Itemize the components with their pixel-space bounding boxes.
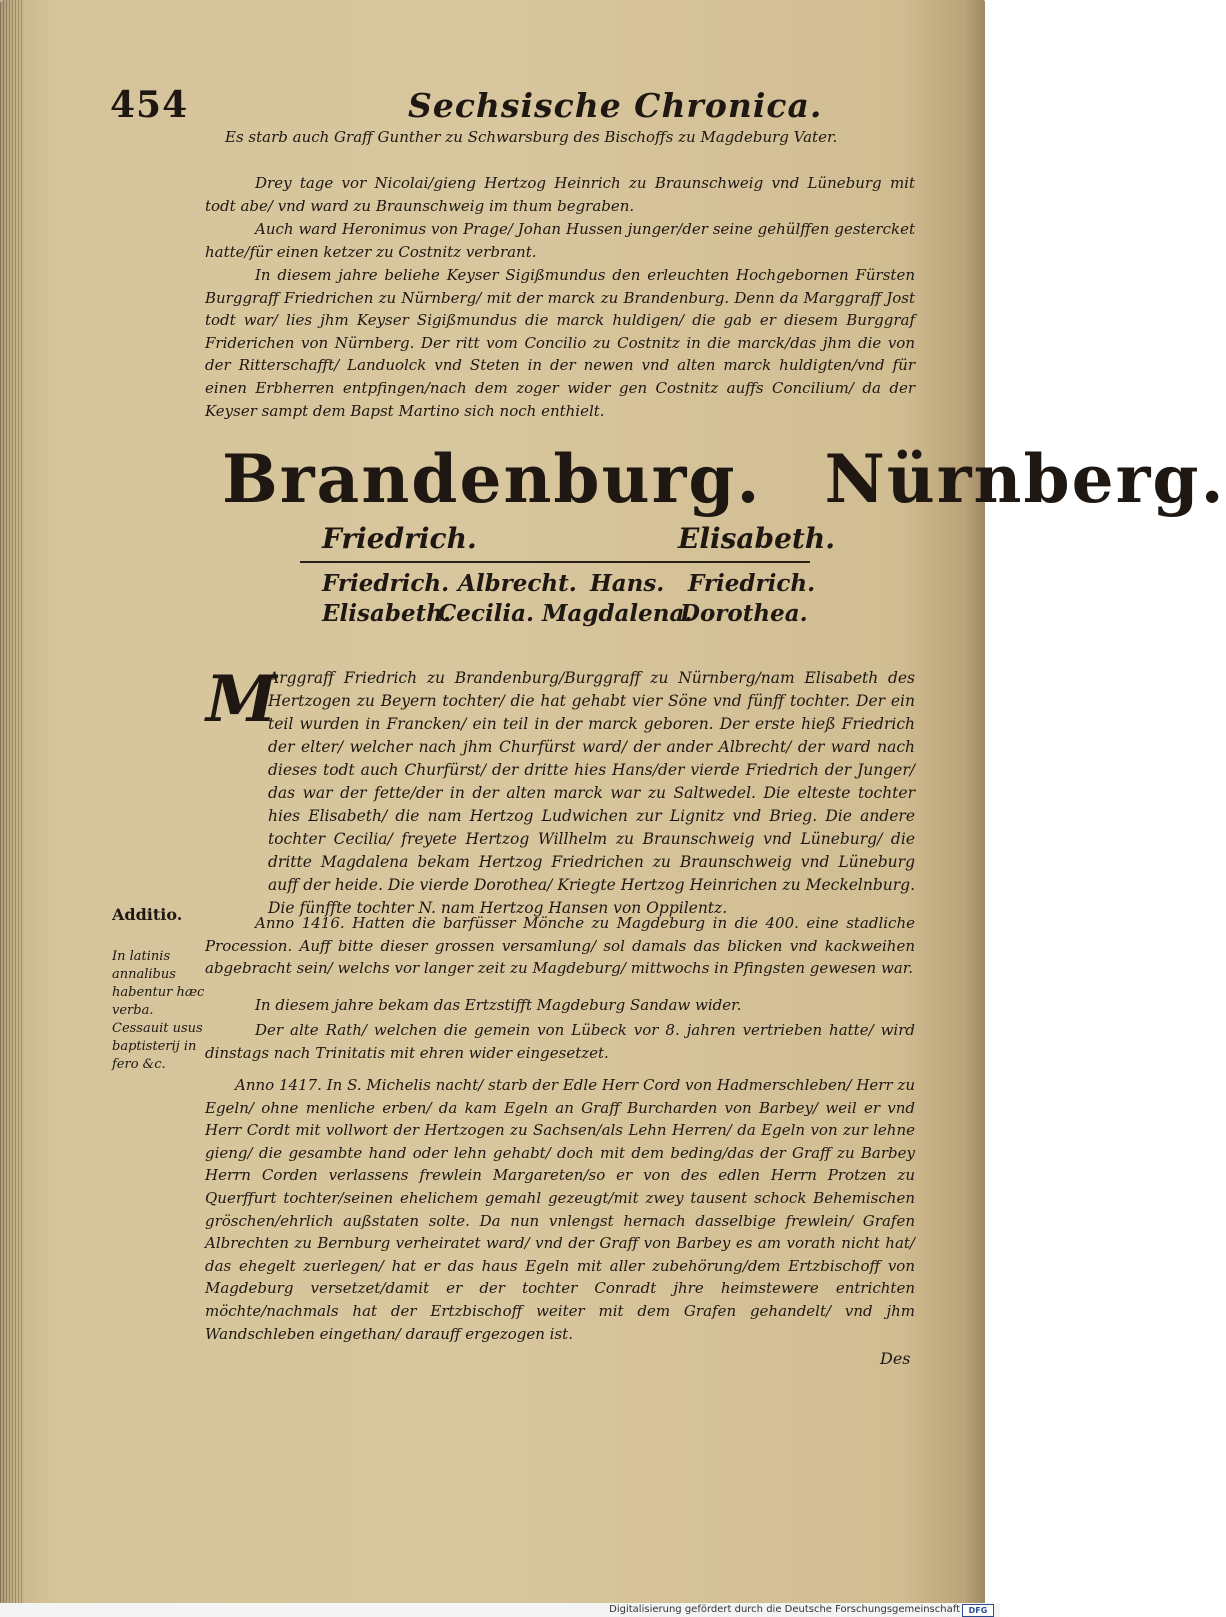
margin-latin-note: In latinis annalibus habentur hæc verba. Cessauit usus baptisterij in fero &c. <box>112 949 205 1072</box>
funding-note: Digitalisierung gefördert durch die Deutsche Forschungsgemeinschaft <box>609 1604 960 1615</box>
catchword: Des <box>880 1349 911 1368</box>
son-4: Friedrich. <box>688 570 816 597</box>
daughter-2: Cecilia. <box>438 600 535 627</box>
genealogy-heading <box>222 440 1226 518</box>
page-number: 454 <box>110 84 189 126</box>
main-paragraph: Arggraff Friedrich zu Brandenburg/Burggraff zu Nürnberg/nam Elisabeth des Hertzogen zu Beyern tochter/ die hat gehabt vier Söne vnd fünff tochter. Der ein teil wurden in Francken/ ein teil in der marck geboren. Der erste hieß Friedrich der elter/ welcher nach jhm Churfürst ward/ der ander Albrecht/ der ward nach dieses todt auch Churfürst/ der dritte hies Hans/der vierde Friedrich der Junger/ das war der fette/der in der alten marck war zu Saltwedel. Die elteste tochter hies Elisabeth/ die nam Hertzog Ludwichen zur Lignitz vnd Brieg. Die andere tochter Cecilia/ freyete Hertzog Willhelm zu Braunschweig vnd Lüneburg/ die dritte Magdalena bekam Hertzog Friedrichen zu Braunschweig vnd Lüneburg auff der heide. Die vierde Dorothea/ Kriegte Hertzog Heinrichen zu Meckelnburg. Die fünffte tochter N. nam Hertzog Hansen von Oppilentz. <box>268 669 915 917</box>
paragraph-1417: Anno 1417. In S. Michelis nacht/ starb der Edle Herr Cord von Hadmerschleben/ Herr zu Egeln/ ohne menliche erben/ da kam Egeln an Graff Burcharden von Barbey/ weil er vnd Herr Cordt mit vollwort der Hertzogen zu Sachsen/als Lehn Herren/ da Egeln von zur lehne gieng/ die gesambte hand oder lehn gehabt/ doch mit dem beding/das der Graff zu Barbey Herrn Corden verlassens frewlein Margareten/so er von des edlen Herrn Protzen zu Querffurt tochter/seinen ehelichem gemahl gezeugt/mit zwey tausent schock Behemischen gröschen/ehrlich außstaten solte. Da nun vnlengst hernach dasselbige frewlein/ Grafen Albrechten zu Bernburg verheiratet ward/ vnd der Graff von Barbey es am vorath nicht hat/ das ehegelt zuerlegen/ hat er das haus Egeln mit aller zubehörung/dem Ertzbischoff von Magdeburg versetzet/damit er der tochter Conradt jhre heimstewere entrichten möchte/nachmals hat der Ertzbischoff weiter mit dem Grafen gehandelt/ vnd jhm Wandschleben eingethan/ darauff ergezogen ist. <box>205 1076 915 1343</box>
margin-addition-label: Additio. <box>112 905 183 924</box>
paragraph-1416: Anno 1416. Hatten die barfüsser Mönche zu Magdeburg in die 400. eine stadliche Procession. Auff bitte dieser grossen versamlung/ sol damals das blicken vnd kackweihen abgebracht sein/ welchs vor langer zeit zu Magdeburg/ mittwochs in Pfingsten gewesen war. <box>205 914 915 978</box>
father-name: Friedrich. <box>322 522 477 555</box>
son-2: Albrecht. <box>458 570 577 597</box>
daughter-4: Dorothea. <box>680 600 808 627</box>
genealogy-line <box>300 561 810 563</box>
dfg-logo: DFG <box>962 1604 994 1617</box>
paragraph-luebeck: Der alte Rath/ welchen die gemein von Lübeck vor 8. jahren vertrieben hatte/ wird dinstags nach Trinitatis mit ehren wider eingesetzet. <box>205 1021 915 1062</box>
daughter-1: Elisabeth. <box>322 600 451 627</box>
paragraph-top-2: Drey tage vor Nicolai/gieng Hertzog Heinrich zu Braunschweig vnd Lüneburg mit todt abe/ vnd ward zu Braunschweig im thum begraben. <box>205 174 915 215</box>
daughter-3: Magdalena. <box>542 600 693 627</box>
initial-letter: M <box>206 662 277 737</box>
paragraph-top-4: In diesem jahre beliehe Keyser Sigißmundus den erleuchten Hochgebornen Fürsten Burggraff Friedrichen zu Nürnberg/ mit der marck zu Brandenburg. Denn da Marggraff Jost todt war/ lies jhm Keyser Sigißmundus die marck huldigen/ die gab er diesem Burggraf Friderichen von Nürnberg. Der ritt vom Concilio zu Costnitz in die marck/das jhm die von der Ritterschafft/ Landuolck vnd Steten in der newen vnd alten marck huldigten/vnd für einen Erbherren entpfingen/nach dem zoger wider gen Costnitz auffs Concilium/ da der Keyser sampt dem Bapst Martino sich noch enthielt. <box>205 266 915 420</box>
page-edge <box>0 0 24 1605</box>
son-1: Friedrich. <box>322 570 450 597</box>
son-3: Hans. <box>590 570 665 597</box>
heading-brandenburg: Brandenburg. <box>222 440 762 518</box>
running-title: Sechsische Chronica. <box>408 86 823 125</box>
paragraph-sandaw: In diesem jahre bekam das Ertzstifft Magdeburg Sandaw wider. <box>255 996 742 1014</box>
paragraph-top-3: Auch ward Heronimus von Prage/ Johan Hussen junger/der seine gehülffen gestercket hatte/für einen ketzer zu Costnitz verbrant. <box>205 220 915 261</box>
paragraph-top-1: Es starb auch Graff Gunther zu Schwarsburg des Bischoffs zu Magdeburg Vater. <box>225 128 838 146</box>
heading-nuernberg: Nürnberg. <box>824 440 1226 518</box>
mother-name: Elisabeth. <box>678 522 835 555</box>
